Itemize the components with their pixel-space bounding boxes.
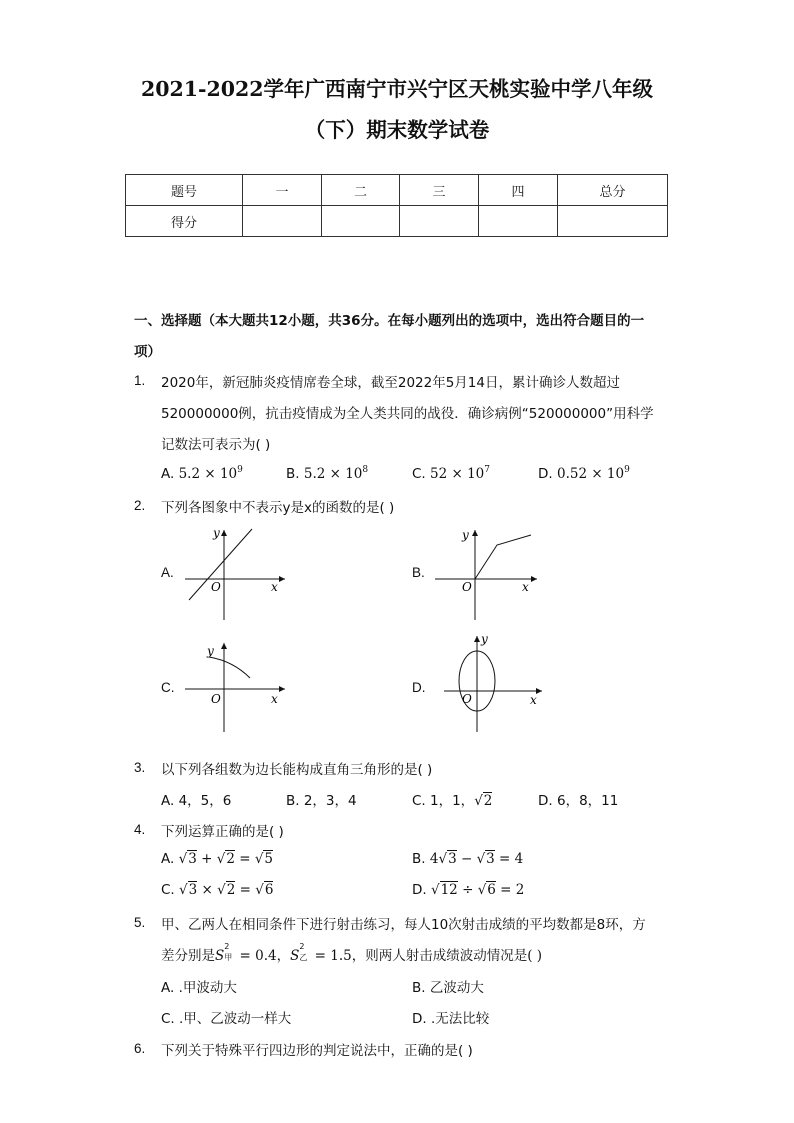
sqrt-sign: √	[476, 851, 486, 867]
q1-option-c[interactable]	[412, 465, 490, 482]
q5-text-prefix: 差分别是	[161, 948, 215, 964]
score-cell[interactable]	[243, 206, 322, 237]
q5-option-d[interactable]: D. .无法比较	[412, 1011, 490, 1027]
operator: ×	[197, 882, 218, 898]
score-row-label: 得分	[126, 206, 243, 237]
score-header-cell: 四	[479, 175, 558, 206]
score-table-header-row	[126, 175, 668, 206]
score-table-score-row	[126, 206, 668, 237]
sqrt-sign: √	[255, 882, 264, 898]
equals: = 4	[494, 851, 524, 867]
q4-text: 下列运算正确的是( )	[161, 824, 284, 840]
q4-option-c[interactable]	[161, 882, 273, 898]
sqrt-radicand: 12	[440, 882, 458, 898]
exam-title-line1: 2021-2022学年广西南宁市兴宁区天桃实验中学八年级	[140, 77, 654, 101]
coefficient: 4	[429, 851, 439, 867]
q6-text: 下列关于特殊平行四边形的判定说法中，正确的是( )	[161, 1043, 473, 1059]
option-label: A.	[161, 466, 175, 482]
sqrt-radicand: 6	[264, 882, 274, 898]
option-exponent: 9	[624, 465, 630, 475]
section-heading-cont: 项）	[134, 344, 161, 360]
sqrt-sign: √	[254, 851, 264, 867]
x-axis-label: x	[271, 580, 278, 594]
q5-text-line2	[161, 944, 542, 964]
variance-exponent: 2	[224, 942, 230, 951]
option-value: 52 × 10	[430, 466, 485, 482]
question-number: 1.	[134, 373, 146, 388]
sqrt-sign: √	[178, 851, 188, 867]
sqrt-radicand: 2	[226, 882, 236, 898]
option-exponent: 9	[237, 465, 243, 475]
section-heading: 一、选择题（本大题共12小题，共36分。在每小题列出的选项中，选出符合题目的一	[134, 313, 645, 329]
q2-option-d-label[interactable]: D.	[412, 680, 426, 695]
variance-jia-value: = 0.4，	[235, 948, 291, 964]
question-number: 5.	[134, 915, 146, 930]
variance-symbol: S	[215, 948, 225, 964]
score-cell[interactable]	[322, 206, 400, 237]
origin-label: O	[462, 692, 472, 706]
variance-subscript: 乙	[299, 953, 308, 962]
q3-option-c[interactable]	[412, 789, 492, 809]
option-label: D.	[412, 882, 427, 898]
option-label: C.	[412, 466, 426, 482]
score-header-cell: 三	[400, 175, 479, 206]
origin-label: O	[211, 580, 221, 594]
q4-option-a[interactable]	[161, 851, 273, 867]
question-number: 4.	[134, 822, 146, 837]
y-axis-label: y	[481, 632, 488, 646]
sqrt-radicand: 2	[226, 851, 235, 867]
option-label: B.	[412, 851, 426, 867]
question-number: 2.	[134, 498, 146, 513]
q5-option-a[interactable]: A. .甲波动大	[161, 980, 237, 996]
x-axis-label: x	[530, 693, 537, 707]
option-value: 0.52 × 10	[556, 466, 625, 482]
score-header-cell: 题号	[126, 175, 243, 206]
score-cell[interactable]	[558, 206, 668, 237]
exam-title-line2: （下）期末数学试卷	[304, 118, 490, 142]
q2-graph-a	[175, 525, 295, 625]
y-axis-label: y	[213, 526, 220, 540]
q1-text-line3: 记数法可表示为( )	[161, 437, 271, 453]
question-number: 3.	[134, 760, 146, 775]
q5-text-line1: 甲、乙两人在相同条件下进行射击练习，每人10次射击成绩的平均数都是8环，方	[161, 917, 646, 933]
option-exponent: 8	[362, 465, 369, 475]
q2-graph-b	[427, 525, 547, 625]
variance-exponent: 2	[299, 942, 305, 951]
q3-text: 以下列各组数为边长能构成直角三角形的是( )	[161, 762, 433, 778]
score-cell[interactable]	[479, 206, 558, 237]
variance-subscript: 甲	[224, 953, 233, 962]
q2-graph-d	[440, 630, 550, 735]
sqrt-sign: √	[438, 851, 448, 867]
sqrt-radicand: 3	[188, 882, 198, 898]
q5-option-b[interactable]: B. 乙波动大	[412, 980, 484, 996]
origin-label: O	[211, 692, 221, 706]
score-cell[interactable]	[400, 206, 479, 237]
option-text: C. 1，1，	[412, 793, 475, 809]
sqrt-radicand: 2	[483, 793, 493, 809]
y-axis-label: y	[462, 528, 469, 542]
option-value: 5.2 × 10	[303, 466, 363, 482]
score-header-cell: 总分	[558, 175, 668, 206]
question-number: 6.	[134, 1041, 146, 1056]
option-value: 5.2 × 10	[178, 466, 238, 482]
sqrt-sign: √	[217, 882, 226, 898]
equals: =	[234, 851, 255, 867]
score-header-cell: 二	[322, 175, 400, 206]
operator: −	[456, 851, 477, 867]
q2-option-a-label[interactable]: A.	[161, 565, 174, 580]
q4-option-d[interactable]	[412, 882, 524, 898]
q1-option-d[interactable]	[538, 465, 630, 482]
sqrt-radicand: 6	[487, 882, 496, 898]
option-label: C.	[161, 882, 175, 898]
sqrt-sign: √	[430, 882, 440, 898]
q3-option-d[interactable]: D. 6，8，11	[538, 793, 619, 809]
score-table	[125, 174, 668, 237]
equals: =	[235, 882, 256, 898]
variance-symbol: S	[290, 948, 300, 964]
q2-text: 下列各图象中不表示y是x的函数的是( )	[161, 500, 395, 516]
sqrt-sign: √	[474, 793, 483, 809]
sqrt-radicand: 3	[486, 851, 495, 867]
score-header-cell: 一	[243, 175, 322, 206]
q1-option-a[interactable]	[161, 465, 243, 482]
sqrt-radicand: 3	[448, 851, 457, 867]
variance-yi-scripts	[299, 942, 310, 962]
equals: = 2	[495, 882, 525, 898]
x-axis-label: x	[522, 580, 529, 594]
q3-option-b[interactable]: B. 2，3，4	[286, 793, 357, 809]
q2-graph-c	[175, 635, 295, 735]
q4-option-b[interactable]	[412, 851, 523, 867]
y-axis-label: y	[207, 644, 214, 658]
variance-yi-value: = 1.5，则两人射击成绩波动情况是( )	[310, 948, 543, 964]
q5-option-c[interactable]: C. .甲、乙波动一样大	[161, 1011, 292, 1027]
option-label: B.	[286, 466, 300, 482]
q2-option-c-label[interactable]: C.	[161, 680, 175, 695]
sqrt-sign: √	[216, 851, 226, 867]
option-label: A.	[161, 851, 175, 867]
q1-text-line1: 2020年，新冠肺炎疫情席卷全球，截至2022年5月14日，累计确诊人数超过	[161, 375, 620, 391]
operator: +	[196, 851, 217, 867]
option-exponent: 7	[484, 465, 491, 475]
x-axis-label: x	[271, 692, 278, 706]
sqrt-radicand: 5	[264, 851, 274, 867]
origin-label: O	[462, 580, 472, 594]
sqrt-sign: √	[179, 882, 188, 898]
sqrt-radicand: 3	[188, 851, 197, 867]
q2-option-b-label[interactable]: B.	[412, 565, 425, 580]
operator: ÷	[457, 882, 478, 898]
sqrt-sign: √	[477, 882, 487, 898]
variance-jia-scripts	[224, 942, 235, 962]
q1-text-line2: 520000000例，抗击疫情成为全人类共同的战役．确诊病例“520000000”用科学	[161, 406, 654, 422]
option-label: D.	[538, 466, 553, 482]
q3-option-a[interactable]: A. 4，5，6	[161, 793, 232, 809]
q1-option-b[interactable]	[286, 465, 368, 482]
